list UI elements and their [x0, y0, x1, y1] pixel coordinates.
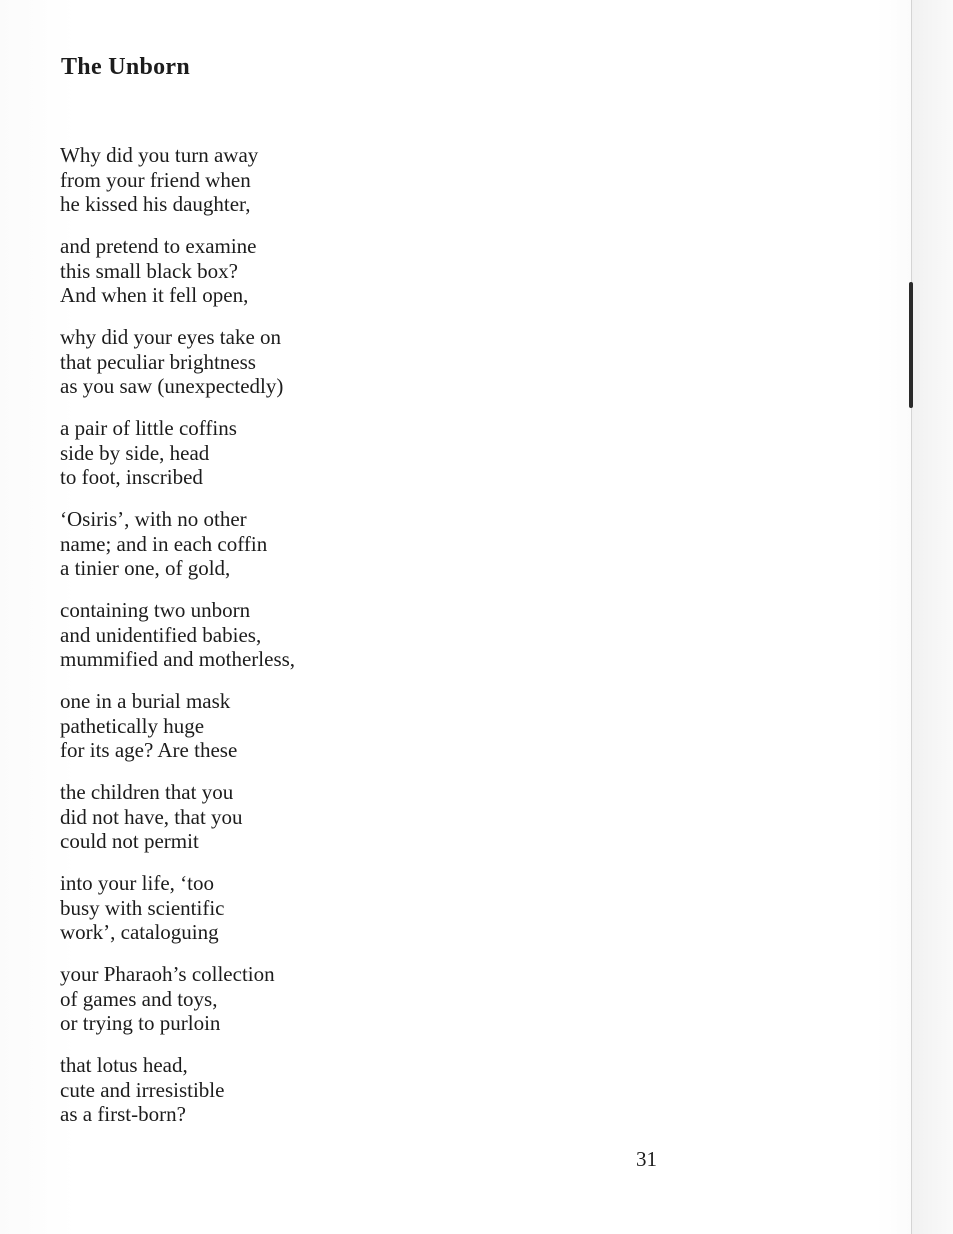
poem-line: that lotus head,	[60, 1053, 188, 1077]
poem-line: busy with scientific	[60, 895, 225, 920]
poem-line: name; and in each coffin	[60, 531, 268, 556]
poem-line: for its age? Are these	[60, 738, 238, 763]
poem-line: mummified and motherless,	[60, 647, 296, 672]
stanza	[60, 416, 460, 507]
stanza	[60, 507, 460, 598]
poem-line: containing two unborn	[60, 598, 251, 622]
poem-title: The Unborn	[61, 54, 191, 80]
poem-line: he kissed his daughter,	[60, 192, 251, 217]
poem-line: did not have, that you	[60, 804, 243, 829]
poem-line: one in a burial mask	[60, 689, 231, 713]
page-edge	[911, 0, 912, 1234]
stanza	[60, 689, 460, 780]
poem-line: your Pharaoh’s collection	[60, 962, 275, 986]
poem-line: pathetically huge	[60, 713, 205, 738]
stanza	[60, 325, 460, 416]
poem-line: work’, cataloguing	[60, 920, 219, 945]
poem-body	[60, 143, 460, 1144]
poem-line: side by side, head	[60, 440, 210, 465]
poem-line: why did your eyes take on	[60, 325, 282, 349]
poem-line: and unidentified babies,	[60, 622, 262, 647]
poem-line: into your life, ‘too	[60, 871, 214, 895]
stanza	[60, 598, 460, 689]
poem-line: And when it fell open,	[60, 283, 249, 308]
poem-line: a tinier one, of gold,	[60, 556, 231, 581]
stanza	[60, 143, 460, 234]
poem-line: and pretend to examine	[60, 234, 257, 258]
poem-line: ‘Osiris’, with no other	[60, 507, 247, 531]
poem-line: from your friend when	[60, 167, 251, 192]
poem-line: to foot, inscribed	[60, 465, 203, 490]
scan-mark	[909, 282, 913, 408]
poem-line: that peculiar brightness	[60, 349, 256, 374]
poem-line: a pair of little coffins	[60, 416, 237, 440]
poem-line: the children that you	[60, 780, 234, 804]
stanza	[60, 1053, 460, 1144]
stanza	[60, 234, 460, 325]
poem-line: could not permit	[60, 829, 199, 854]
poem-line: as a first-born?	[60, 1102, 186, 1127]
stanza	[60, 871, 460, 962]
poem-line: as you saw (unexpectedly)	[60, 374, 284, 399]
poem-line: this small black box?	[60, 258, 238, 283]
poem-line: or trying to purloin	[60, 1011, 221, 1036]
poem-line: Why did you turn away	[60, 143, 259, 167]
page-number: 31	[636, 1147, 657, 1171]
poem-line: of games and toys,	[60, 986, 218, 1011]
stanza	[60, 962, 460, 1053]
stanza	[60, 780, 460, 871]
poem-line: cute and irresistible	[60, 1077, 225, 1102]
binding-gutter	[912, 0, 953, 1234]
